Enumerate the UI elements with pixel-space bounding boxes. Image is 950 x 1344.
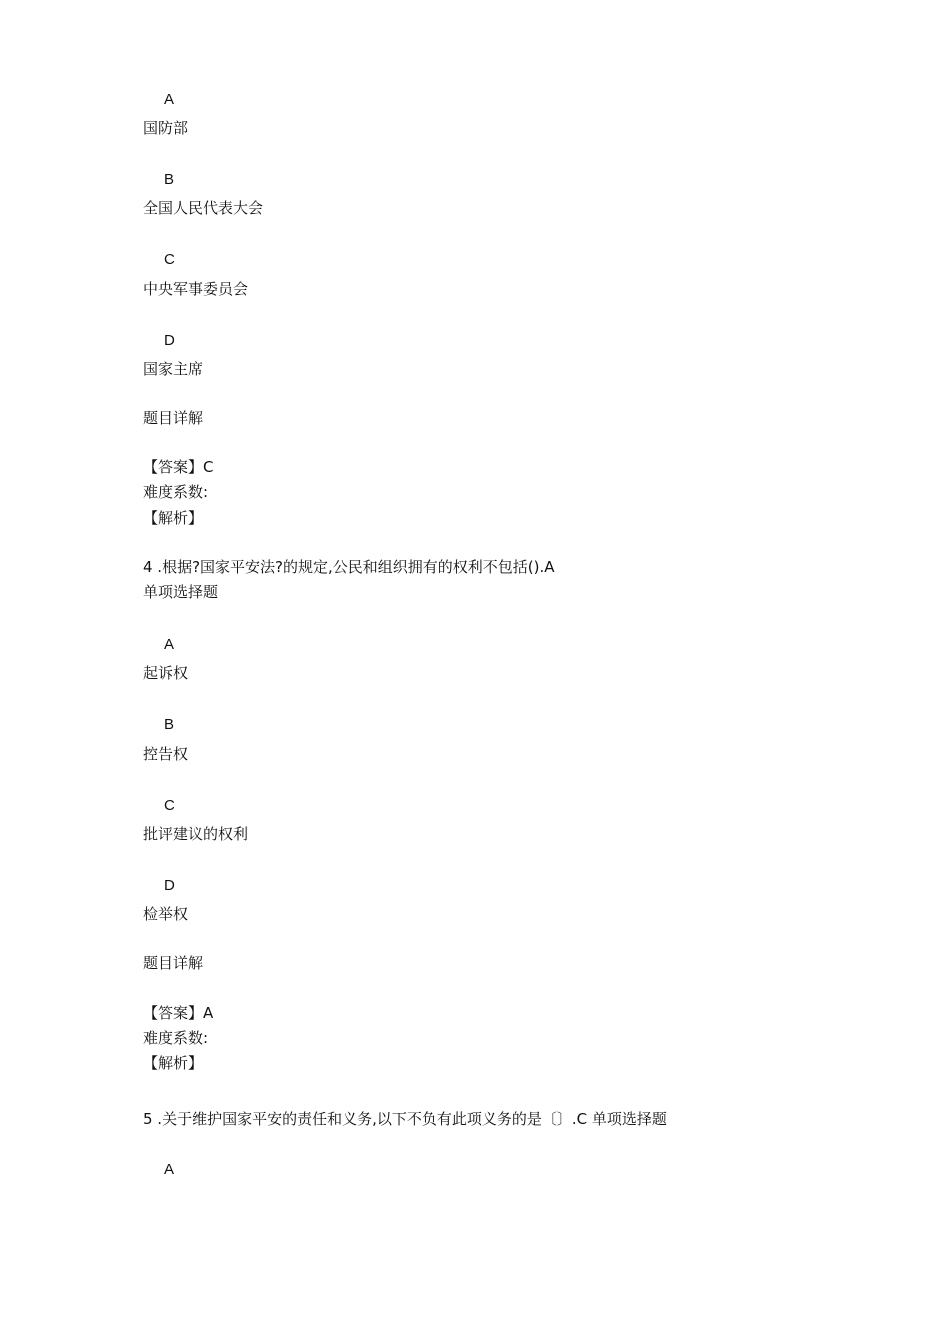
option-letter-d: D [164,332,175,349]
option-text: 检举权 [143,905,189,923]
analysis-line: 【解析】 [143,509,204,527]
option-text: 批评建议的权利 [143,825,249,843]
option-letter-b: B [164,171,175,188]
answer-line: 【答案】A [143,1004,214,1022]
question-detail-label: 题目详解 [143,954,204,972]
difficulty-line: 难度系数: [143,1029,209,1047]
option-text: 国家主席 [143,360,204,378]
answer-line: 【答案】C [143,458,214,476]
option-letter-c: C [164,251,175,268]
question-text: 4 .根据?国家平安法?的规定,公民和组织拥有的权利不包括().A [143,558,555,576]
option-text: 起诉权 [143,664,189,682]
option-text: 国防部 [143,119,189,137]
option-letter-a: A [164,91,175,108]
option-letter-a: A [164,1161,175,1178]
option-text: 中央军事委员会 [143,280,249,298]
option-letter-c: C [164,797,175,814]
analysis-line: 【解析】 [143,1054,204,1072]
option-text: 控告权 [143,745,189,763]
option-letter-b: B [164,716,175,733]
option-letter-a: A [164,636,175,653]
question-text: 5 .关于维护国家平安的责任和义务,以下不负有此项义务的是〔〕.C 单项选择题 [143,1110,667,1128]
question-detail-label: 题目详解 [143,409,204,427]
difficulty-line: 难度系数: [143,483,209,501]
question-type: 单项选择题 [143,583,219,601]
option-letter-d: D [164,877,175,894]
option-text: 全国人民代表大会 [143,199,264,217]
